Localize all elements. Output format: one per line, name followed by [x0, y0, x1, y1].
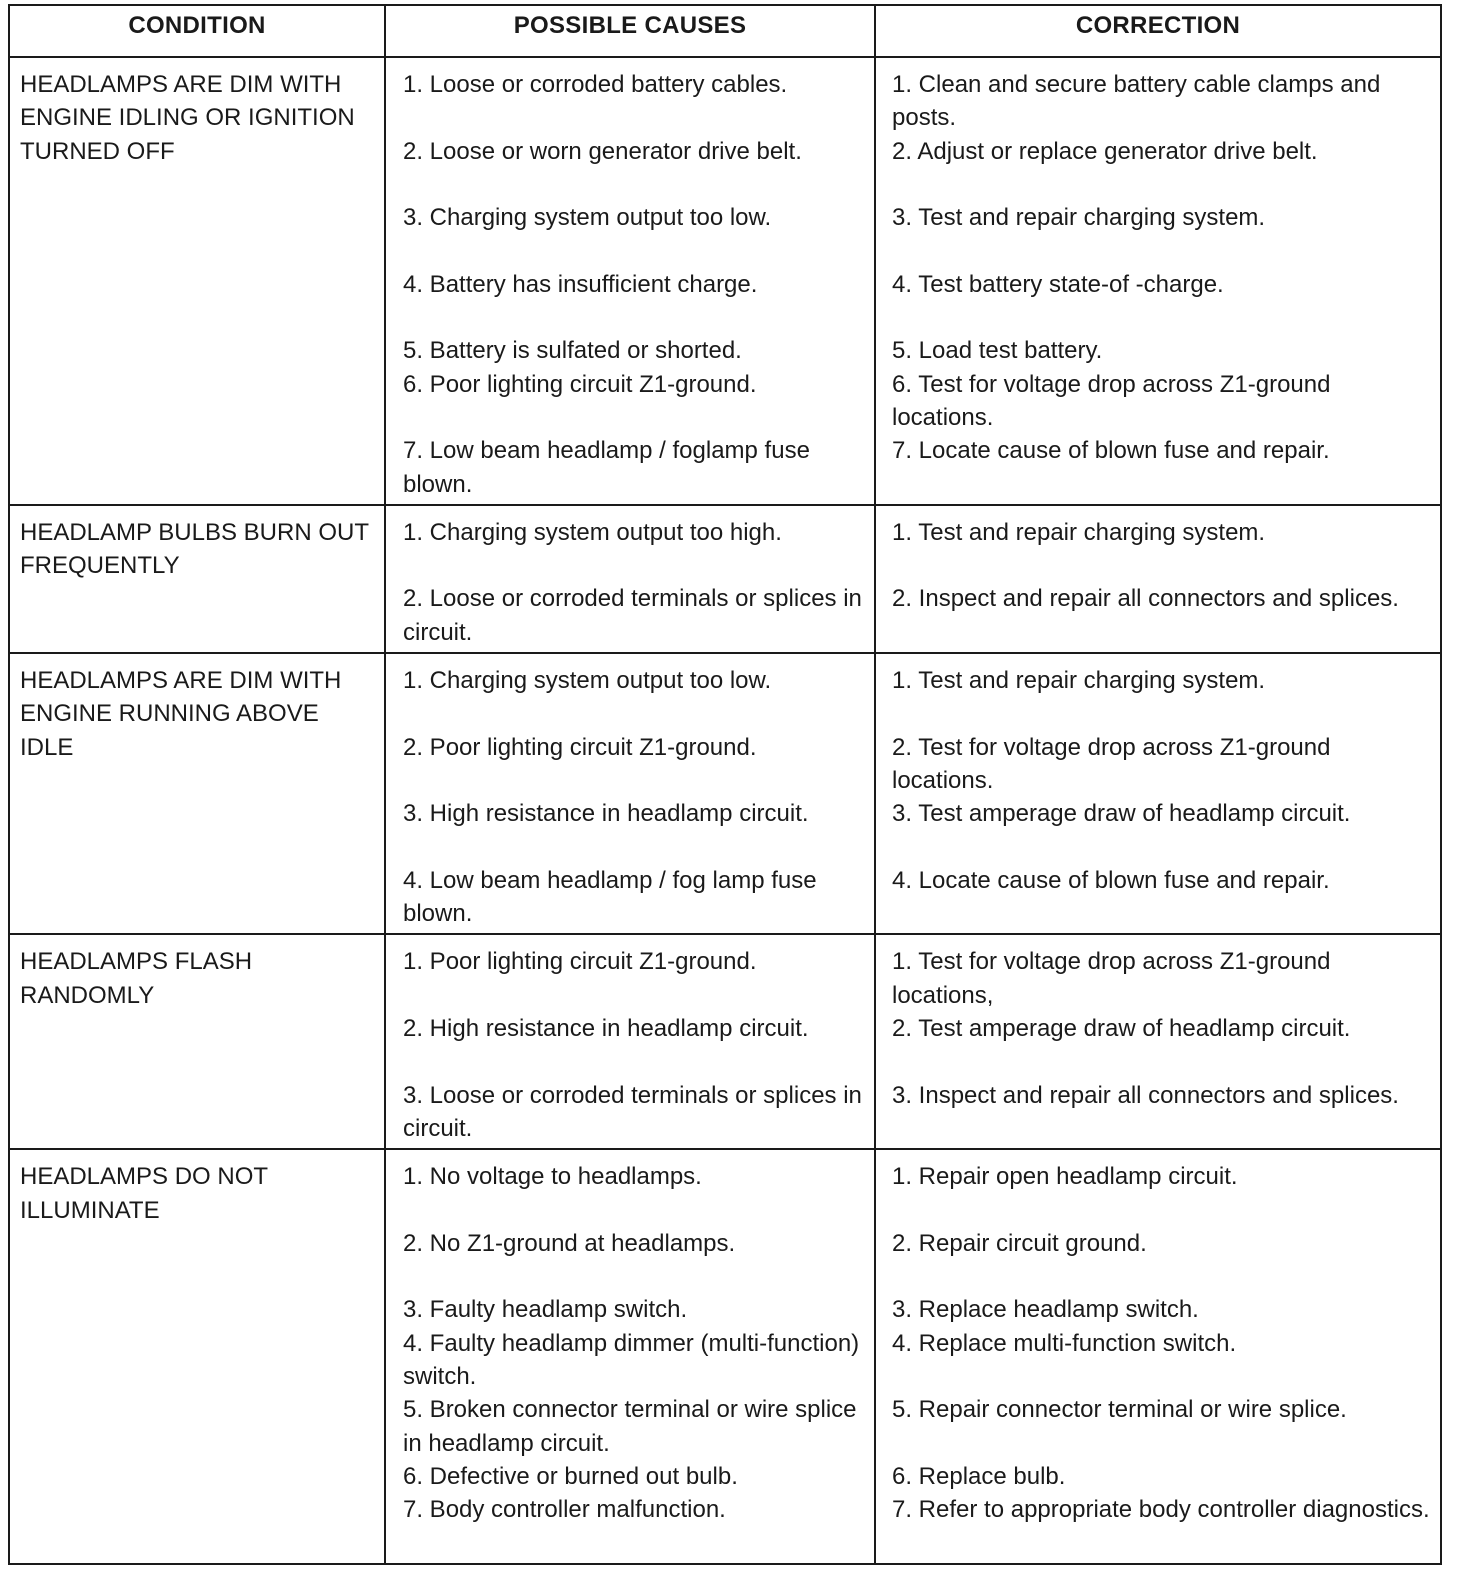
- cause-item: 6. Poor lighting circuit Z1-ground.: [403, 370, 757, 398]
- cause-item: 1. Poor lighting circuit Z1-ground.: [403, 948, 757, 976]
- cause-item: 4. Low beam headlamp / fog lamp fuse blown.: [403, 866, 817, 928]
- correction-item: 5. Repair connector terminal or wire splice.: [892, 1396, 1347, 1424]
- cause-item: 3. Faulty headlamp switch.: [403, 1296, 688, 1324]
- possible-causes-cell: [385, 1149, 875, 1564]
- cause-item: 1. No voltage to headlamps.: [403, 1163, 702, 1191]
- header-row: [9, 5, 1441, 57]
- cause-item: 2. Loose or corroded terminals or splices in circuit.: [403, 585, 862, 646]
- cause-item: 2. No Z1-ground at headlamps.: [403, 1229, 736, 1257]
- condition-cell: HEADLAMPS DO NOT ILLUMINATE: [9, 1149, 385, 1564]
- cause-item: 5. Battery is sulfated or shorted.: [403, 337, 742, 365]
- correction-cell: [875, 1149, 1441, 1564]
- cause-item: 3. Charging system output too low.: [403, 204, 772, 232]
- cause-item: 7. Body controller malfunction.: [403, 1496, 726, 1524]
- table-row: [9, 934, 1441, 1149]
- correction-item: 1. Test and repair charging system.: [892, 667, 1266, 695]
- correction-cell: [875, 505, 1441, 653]
- table-row: [9, 505, 1441, 653]
- header-condition: CONDITION: [9, 5, 385, 57]
- correction-item: 1. Test and repair charging system.: [892, 518, 1266, 546]
- table-row: [9, 653, 1441, 934]
- possible-causes-cell: [385, 57, 875, 505]
- header-possible-causes: POSSIBLE CAUSES: [385, 5, 875, 57]
- correction-item: 1. Test for voltage drop across Z1-ground locations,: [892, 948, 1331, 1009]
- condition-cell: HEADLAMPS FLASH RANDOMLY: [9, 934, 385, 1149]
- cause-item: 4. Faulty headlamp dimmer (multi-function) switch.: [403, 1329, 860, 1390]
- correction-item: 4. Replace multi-function switch.: [892, 1329, 1237, 1357]
- correction-item: 7. Refer to appropriate body controller diagnostics.: [892, 1496, 1430, 1524]
- cause-item: 5. Broken connector terminal or wire splice in headlamp circuit.: [403, 1396, 857, 1457]
- correction-item: 4. Locate cause of blown fuse and repair.: [892, 866, 1330, 894]
- correction-item: 2. Test amperage draw of headlamp circuit.: [892, 1015, 1351, 1043]
- cause-item: 6. Defective or burned out bulb.: [403, 1462, 738, 1490]
- correction-item: 7. Locate cause of blown fuse and repair.: [892, 437, 1330, 465]
- correction-item: 3. Replace headlamp switch.: [892, 1296, 1199, 1324]
- cause-item: 2. High resistance in headlamp circuit.: [403, 1015, 809, 1043]
- possible-causes-cell: [385, 934, 875, 1149]
- correction-item: 2. Test for voltage drop across Z1-ground locations.: [892, 733, 1331, 794]
- header-correction: CORRECTION: [875, 5, 1441, 57]
- correction-item: 2. Inspect and repair all connectors and splices.: [892, 585, 1399, 613]
- cause-item: 1. Charging system output too high.: [403, 518, 782, 546]
- correction-item: 1. Clean and secure battery cable clamps and posts.: [892, 71, 1381, 132]
- cause-item: 1. Loose or corroded battery cables.: [403, 71, 788, 98]
- correction-item: 5. Load test battery.: [892, 337, 1103, 365]
- condition-cell: HEADLAMP BULBS BURN OUT FREQUENTLY: [9, 505, 385, 653]
- correction-item: 6. Replace bulb.: [892, 1462, 1066, 1490]
- correction-item: 6. Test for voltage drop across Z1-ground locations.: [892, 370, 1331, 431]
- correction-item: 3. Test amperage draw of headlamp circuit.: [892, 800, 1351, 828]
- correction-cell: [875, 653, 1441, 934]
- correction-item: 2. Repair circuit ground.: [892, 1229, 1147, 1257]
- correction-item: 3. Test and repair charging system.: [892, 204, 1266, 232]
- correction-cell: [875, 57, 1441, 505]
- possible-causes-cell: [385, 505, 875, 653]
- condition-cell: HEADLAMPS ARE DIM WITH ENGINE IDLING OR IGNITION TURNED OFF: [9, 57, 385, 505]
- cause-item: 1. Charging system output too low.: [403, 667, 772, 695]
- headlamp-diagnosis-table: [8, 4, 1442, 1565]
- cause-item: 7. Low beam headlamp / foglamp fuse blown.: [403, 437, 810, 498]
- correction-item: 2. Adjust or replace generator drive belt.: [892, 137, 1318, 165]
- table-row: [9, 1149, 1441, 1564]
- correction-cell: [875, 934, 1441, 1149]
- cause-item: 3. High resistance in headlamp circuit.: [403, 800, 809, 828]
- possible-causes-cell: [385, 653, 875, 934]
- cause-item: 4. Battery has insufficient charge.: [403, 270, 758, 298]
- correction-item: 1. Repair open headlamp circuit.: [892, 1163, 1238, 1191]
- cause-item: 2. Loose or worn generator drive belt.: [403, 137, 802, 165]
- correction-item: 3. Inspect and repair all connectors and splices.: [892, 1081, 1399, 1109]
- cause-item: 3. Loose or corroded terminals or splices in circuit.: [403, 1081, 862, 1142]
- table-row: [9, 57, 1441, 505]
- correction-item: 4. Test battery state-of -charge.: [892, 270, 1224, 298]
- diagnosis-sheet: [8, 4, 1440, 1565]
- cause-item: 2. Poor lighting circuit Z1-ground.: [403, 733, 757, 761]
- condition-cell: HEADLAMPS ARE DIM WITH ENGINE RUNNING ABOVE IDLE: [9, 653, 385, 934]
